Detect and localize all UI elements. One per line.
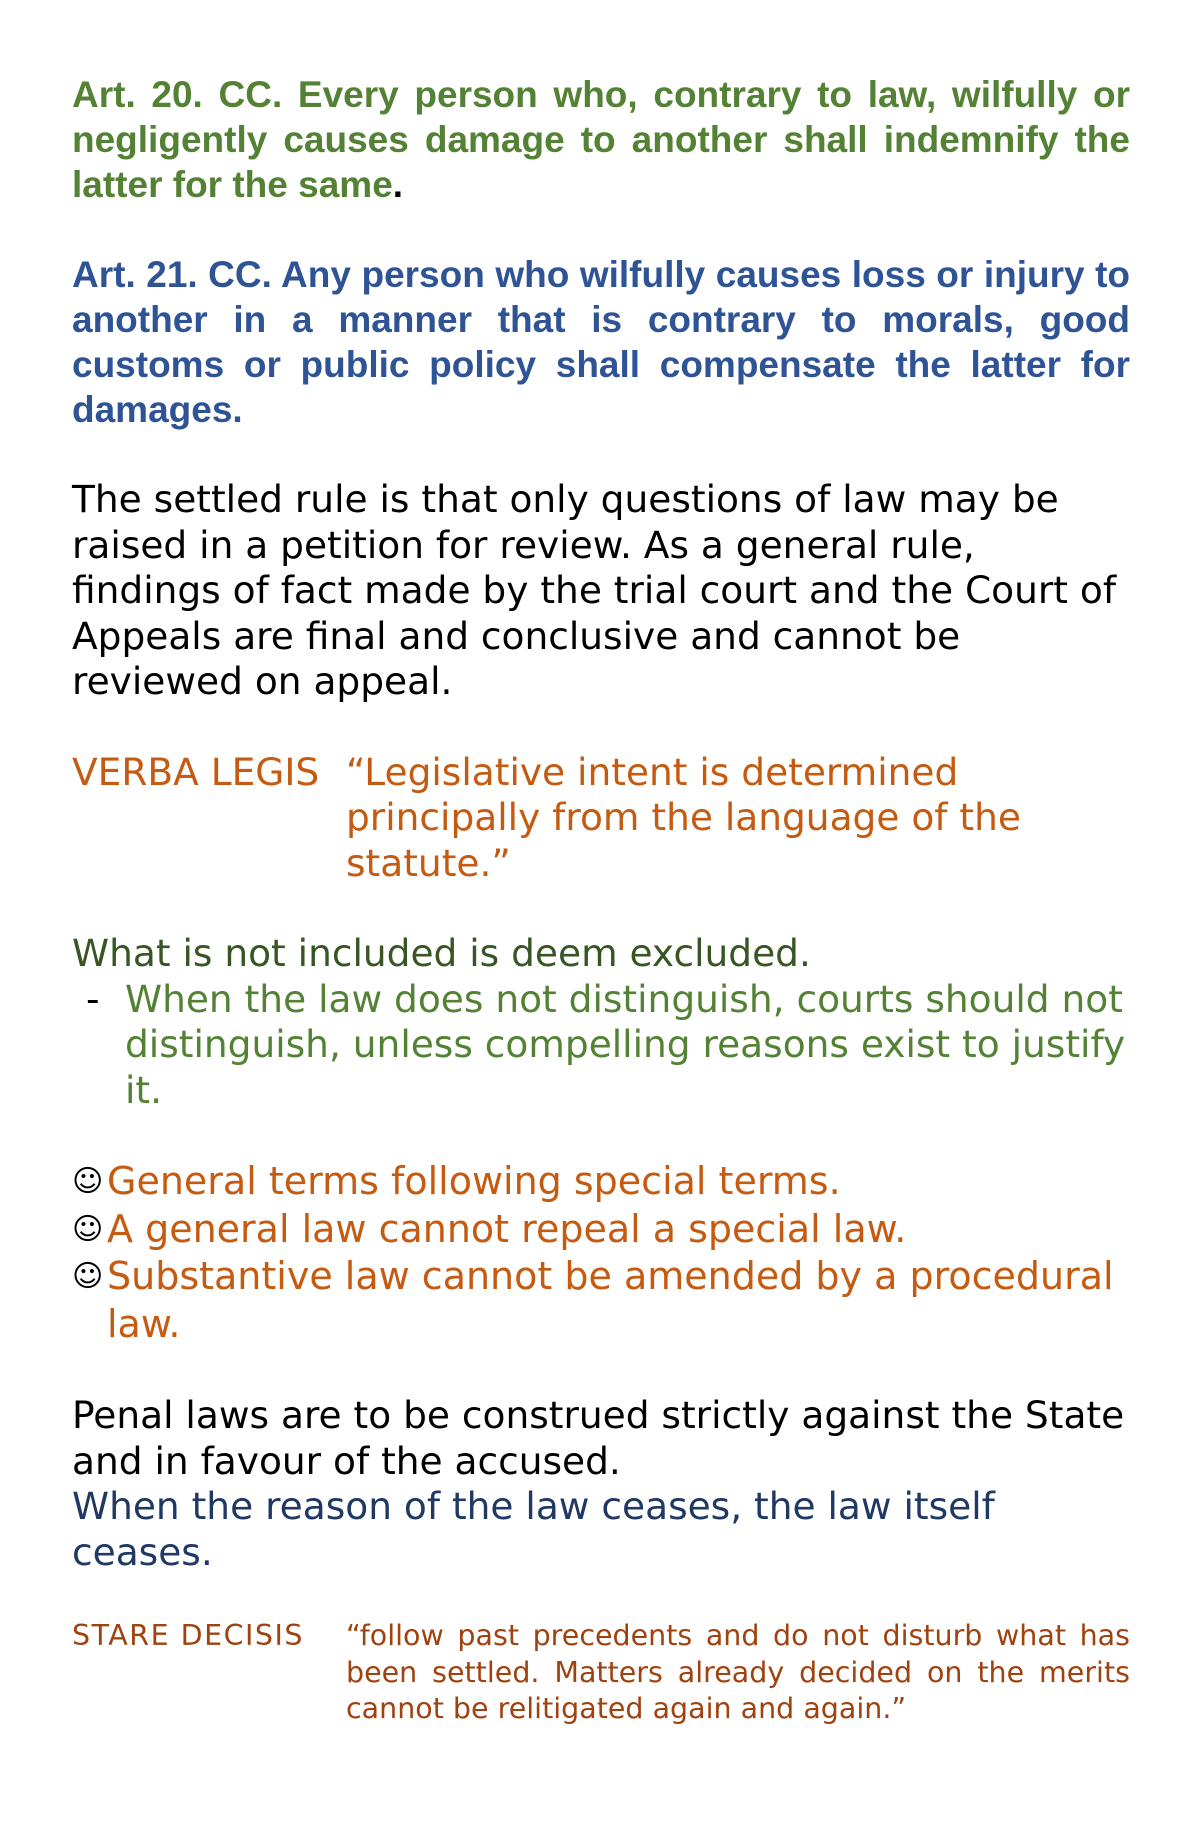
exclusion-item-text: When the law does not distinguish, courts should not distinguish, unless compelling reasons exist to justify it. — [125, 976, 1126, 1112]
article-21-paragraph: Art. 21. CC. Any person who wilfully causes loss or injury to another in a manner that is contrary to morals, good customs or public policy shall compensate the latter for damages. — [72, 254, 1130, 430]
smiley-icon: ☺ — [72, 1259, 104, 1294]
document-page — [72, 72, 1130, 1728]
article-20-period: . — [392, 164, 404, 205]
verba-legis-block — [72, 750, 1130, 887]
exclusion-heading: What is not included is deem excluded. — [72, 931, 811, 975]
article-20-paragraph — [72, 72, 1130, 207]
exclusion-section — [72, 931, 1130, 1113]
stare-decisis-label: STARE DECISIS — [72, 1619, 304, 1652]
verba-legis-label: VERBA LEGIS — [72, 749, 320, 794]
stare-decisis-block — [72, 1618, 1130, 1728]
stare-decisis-quote: “follow past precedents and do not disturb what has been settled. Matters already decided on the merits cannot be relitigated again and again.” — [346, 1619, 1130, 1725]
list-item-text: A general law cannot repeal a special law. — [107, 1206, 907, 1251]
dash-bullet: - — [86, 976, 100, 1021]
smiley-icon: ☺ — [72, 1211, 104, 1247]
article-20-text: Art. 20. CC. Every person who, contrary to law, wilfully or negligently causes damage to another shall indemnify the latter for the same — [72, 74, 1130, 205]
penal-section — [72, 1393, 1130, 1575]
penal-laws-paragraph: Penal laws are to be construed strictly against the State and in favour of the accused. — [72, 1393, 1125, 1483]
verba-legis-quote: “Legislative intent is determined principally from the language of the statute.” — [346, 749, 1021, 885]
smiley-icon: ☺ — [72, 1164, 104, 1199]
list-item-text: General terms following special terms. — [107, 1159, 841, 1203]
settled-rule-paragraph: The settled rule is that only questions of law may be raised in a petition for review. As a general rule, findings of fact made by the trial court and the Court of Appeals are final and conclusive and cannot be reviewed on appeal. — [72, 477, 1117, 703]
list-item — [72, 1206, 1130, 1254]
exclusion-list-item — [72, 977, 1130, 1114]
reason-ceases-paragraph: When the reason of the law ceases, the law itself ceases. — [72, 1484, 995, 1574]
smiley-list — [72, 1158, 1130, 1348]
list-item-text: Substantive law cannot be amended by a procedural law. — [107, 1254, 1114, 1346]
list-item — [72, 1158, 1130, 1206]
list-item — [72, 1253, 1130, 1348]
